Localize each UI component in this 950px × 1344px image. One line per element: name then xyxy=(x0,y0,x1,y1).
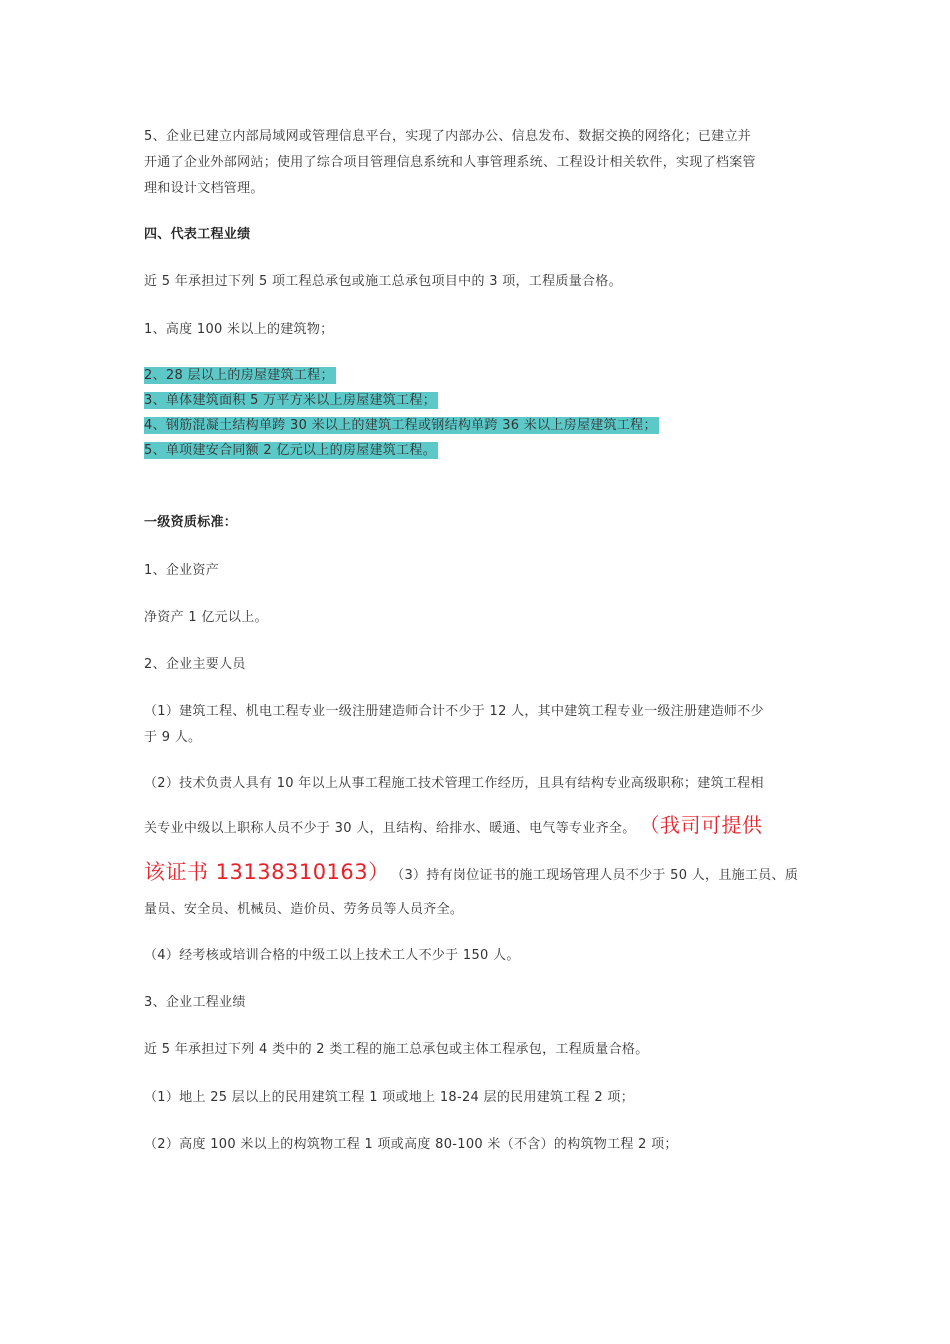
project-item-5 xyxy=(144,442,438,459)
section5-line2: 开通了企业外部网站；使用了综合项目管理信息系统和人事管理系统、工程设计相关软件，实现了档案管 xyxy=(144,155,756,170)
personnel-title: 2、企业主要人员 xyxy=(144,657,246,672)
personnel-4: （4）经考核或培训合格的中级工以上技术工人不少于 150 人。 xyxy=(144,948,520,963)
assets-title: 1、企业资产 xyxy=(144,563,220,578)
heading-level1-standard: 一级资质标准： xyxy=(144,515,238,530)
personnel-2-text: 关专业中级以上职称人员不少于 30 人，且结构、给排水、暖通、电气等专业齐全。 xyxy=(144,821,636,836)
assets-text: 净资产 1 亿元以上。 xyxy=(144,610,268,625)
project-item-1: 1、高度 100 米以上的建筑物； xyxy=(144,322,334,337)
performance-item-1: （1）地上 25 层以上的民用建筑工程 1 项或地上 18-24 层的民用建筑工程 2 项； xyxy=(144,1090,634,1105)
highlighted-text: 2、28 层以上的房屋建筑工程； xyxy=(144,368,334,383)
project-item-3 xyxy=(144,392,438,409)
highlighted-text: 3、单体建筑面积 5 万平方米以上房屋建筑工程； xyxy=(144,393,437,408)
project-item-2 xyxy=(144,367,336,384)
personnel-3-line1 xyxy=(144,857,798,891)
highlighted-text: 4、钢筋混凝土结构单跨 30 米以上的建筑工程或钢结构单跨 36 米以上房屋建筑工程； xyxy=(144,418,657,433)
section5-line3: 理和设计文档管理。 xyxy=(144,181,264,196)
section5-line1: 5、企业已建立内部局域网或管理信息平台，实现了内部办公、信息发布、数据交换的网络化；已建立并 xyxy=(144,129,752,144)
project-item-4 xyxy=(144,417,659,434)
performance-item-2: （2）高度 100 米以上的构筑物工程 1 项或高度 80-100 米（不含）的构筑物工程 2 项； xyxy=(144,1137,678,1152)
personnel-1-line2: 于 9 人。 xyxy=(144,730,202,745)
personnel-2-line2 xyxy=(144,812,763,842)
performance-title: 3、企业工程业绩 xyxy=(144,995,246,1010)
personnel-3-line2: 量员、安全员、机械员、造价员、劳务员等人员齐全。 xyxy=(144,902,464,917)
projects-intro: 近 5 年承担过下列 5 项工程总承包或施工总承包项目中的 3 项，工程质量合格。 xyxy=(144,274,622,289)
personnel-2-line1: （2）技术负责人具有 10 年以上从事工程施工技术管理工作经历，且具有结构专业高级职称；建筑工程相 xyxy=(144,776,764,791)
contact-note-part1: （我司可提供 xyxy=(649,813,763,837)
heading-representative-projects: 四、代表工程业绩 xyxy=(144,227,251,242)
personnel-1-line1: （1）建筑工程、机电工程专业一级注册建造师合计不少于 12 人，其中建筑工程专业一级注册建造师不少 xyxy=(144,704,764,719)
performance-intro: 近 5 年承担过下列 4 类中的 2 类工程的施工总承包或主体工程承包，工程质量合格。 xyxy=(144,1042,649,1057)
highlighted-text: 5、单项建安合同额 2 亿元以上的房屋建筑工程。 xyxy=(144,443,437,458)
contact-note-part2: 该证书 13138310163） xyxy=(144,860,390,884)
personnel-3-text: （3）持有岗位证书的施工现场管理人员不少于 50 人，且施工员、质 xyxy=(397,868,799,883)
